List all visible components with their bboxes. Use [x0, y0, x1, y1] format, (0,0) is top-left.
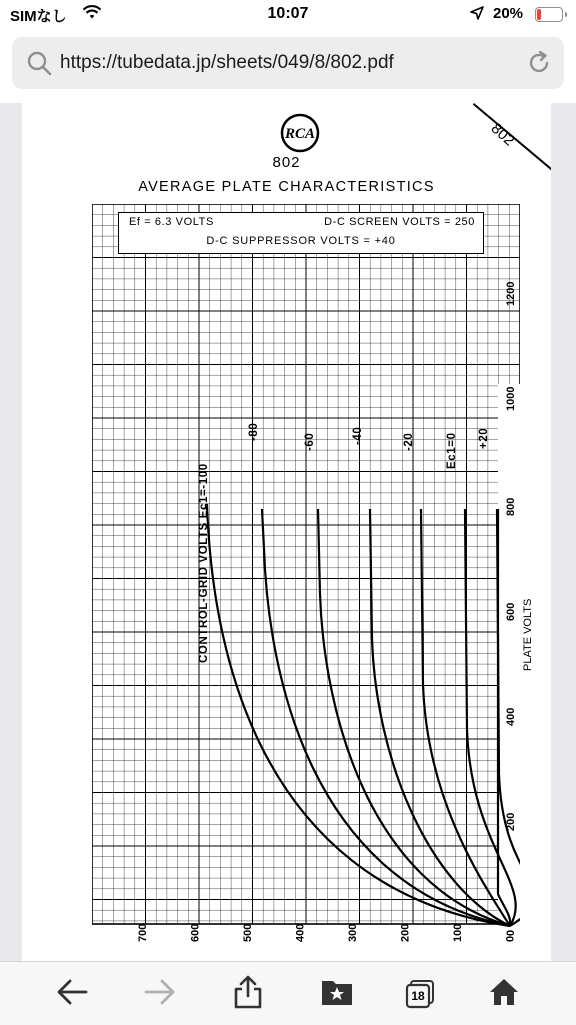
y-tick-label: 200 — [505, 812, 517, 831]
status-bar — [0, 0, 576, 30]
corner-tube-tag: 802 — [487, 120, 518, 150]
carrier-label: SIMなし — [10, 8, 67, 25]
curve-label-minus80: -80 — [248, 422, 260, 441]
y-tick-label: 400 — [505, 707, 517, 726]
battery-icon — [535, 7, 563, 22]
back-arrow-icon — [56, 978, 88, 1011]
x-tick-label: 700 — [137, 923, 149, 942]
home-button[interactable] — [484, 976, 524, 1012]
tab-count: 18 — [411, 989, 425, 1003]
reload-button[interactable] — [526, 50, 552, 81]
location-arrow-icon — [470, 6, 484, 25]
x-tick-label: 200 — [399, 923, 412, 942]
filament-condition: Ef = 6.3 VOLTS — [129, 216, 214, 228]
characteristic-curve — [205, 504, 510, 926]
forward-arrow-icon — [144, 978, 176, 1011]
y-tick-label: 800 — [505, 497, 517, 516]
browser-toolbar — [0, 961, 576, 1025]
pdf-page — [22, 103, 551, 961]
url-text[interactable]: https://tubedata.jp/sheets/049/8/802.pdf — [60, 52, 394, 73]
curve-label-minus20: -20 — [403, 432, 415, 451]
share-icon — [233, 975, 263, 1014]
forward-button[interactable] — [140, 976, 180, 1012]
screen-condition: D-C SCREEN VOLTS = 250 — [324, 216, 475, 228]
tube-number: 802 — [272, 154, 301, 171]
address-bar[interactable] — [12, 37, 564, 89]
bookmarks-icon — [321, 978, 353, 1011]
curve-label-minus60: -60 — [304, 432, 316, 451]
x-tick-label: 600 — [189, 923, 202, 942]
clock: 10:07 — [267, 5, 309, 22]
pdf-viewer[interactable] — [0, 103, 576, 961]
control-grid-label: CONTROL-GRID VOLTS Ec1=-100 — [198, 463, 210, 663]
rca-logo-text: RCA — [284, 126, 316, 142]
y-tick-label: 0 — [505, 929, 517, 936]
search-icon — [26, 50, 52, 81]
battery-percent: 20% — [493, 5, 524, 22]
tabs-icon — [405, 979, 435, 1009]
suppressor-condition: D-C SUPPRESSOR VOLTS = +40 — [206, 235, 396, 247]
x-tick-label: 100 — [452, 923, 464, 942]
bookmarks-button[interactable] — [317, 976, 357, 1012]
y-tick-label: 1200 — [505, 281, 517, 306]
x-tick-label: 500 — [242, 923, 254, 942]
curve-label-minus40: -40 — [352, 426, 364, 445]
home-icon — [488, 977, 520, 1012]
curve-label-plus20: +20 — [478, 427, 490, 449]
conditions-box — [118, 212, 484, 254]
chart-title: AVERAGE PLATE CHARACTERISTICS — [138, 179, 435, 195]
plate-characteristics-graph — [92, 204, 520, 944]
tabs-button[interactable] — [400, 976, 440, 1012]
x-tick-label: 0 — [504, 935, 517, 942]
y-tick-label: 1000 — [505, 386, 517, 411]
curve-label-zero: Ec1=0 — [446, 432, 458, 469]
x-tick-label: 400 — [294, 923, 307, 942]
share-button[interactable] — [228, 976, 268, 1012]
x-tick-label: 300 — [347, 923, 359, 942]
rca-logo — [280, 113, 320, 158]
back-button[interactable] — [52, 976, 92, 1012]
plate-volts-axis-label: PLATE VOLTS — [522, 598, 534, 671]
y-tick-label: 600 — [505, 602, 517, 621]
